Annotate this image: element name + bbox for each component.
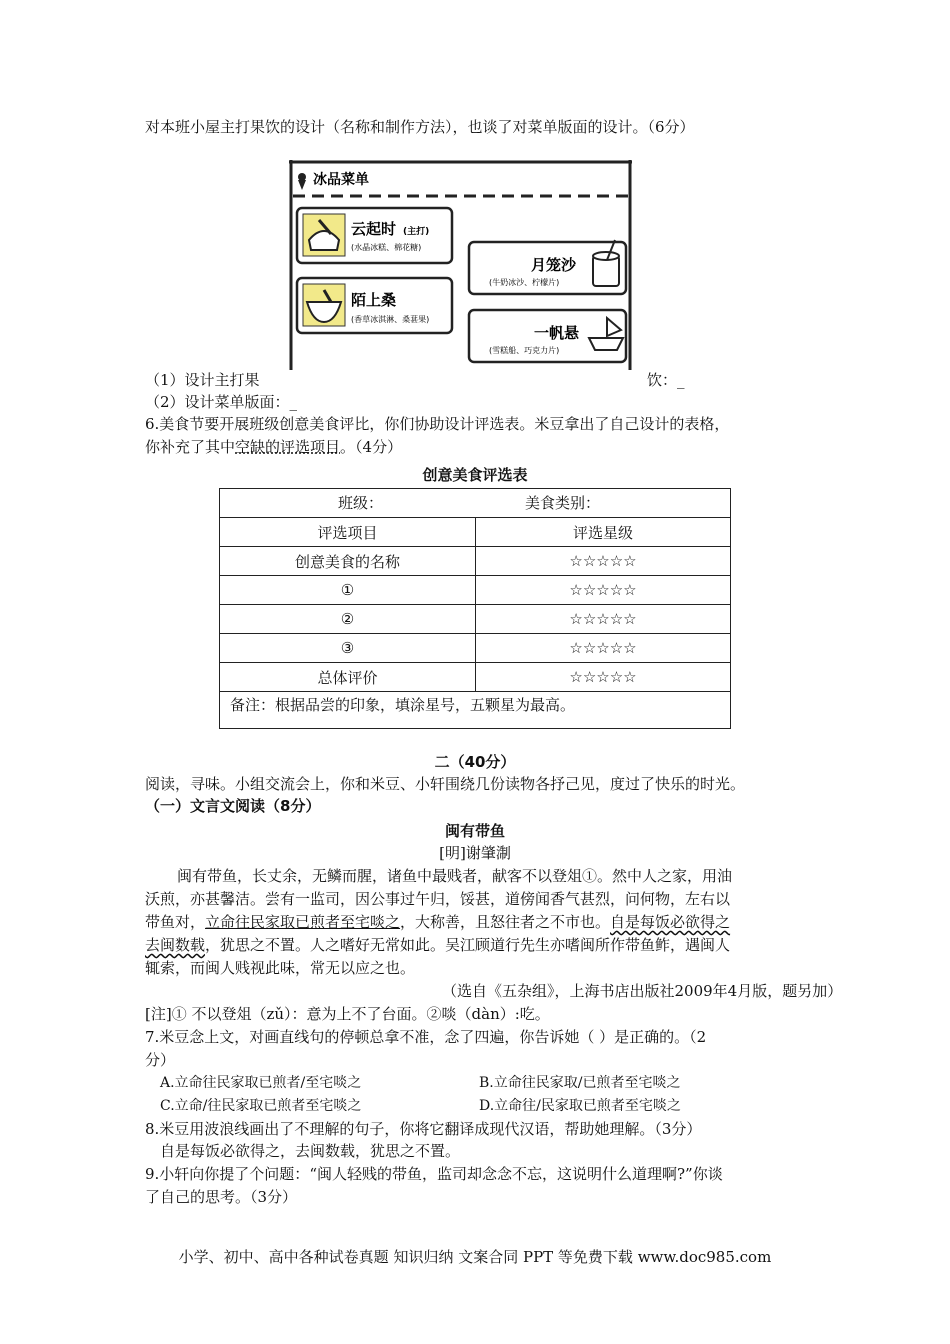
q6-line2: 你补充了其中空缺的评选项目。（4分） bbox=[145, 438, 403, 456]
class-label: 班级： bbox=[338, 494, 384, 512]
menu-item-4-name: 一帆悬 bbox=[534, 324, 580, 342]
col-header-stars: 评选星级 bbox=[476, 518, 731, 547]
menu-item-1-desc: (水晶冰糕、棉花糖) bbox=[351, 243, 422, 252]
menu-item-2-name: 陌上桑 bbox=[351, 291, 397, 309]
wavy-sentence-part1: 自是每饭必欲得之 bbox=[610, 913, 731, 931]
table-row bbox=[220, 634, 731, 663]
q7-line2: 分） bbox=[145, 1051, 176, 1069]
q5-sub1-left: （1）设计主打果 bbox=[145, 371, 260, 389]
table-title: 创意美食评选表 bbox=[422, 466, 528, 484]
menu-figure bbox=[289, 160, 632, 370]
passage-line-4: 去闽数载，犹思之不置。人之嗜好无常如此。吴江顾道行先生亦嗜闽所作带鱼鲊，遇闽人 bbox=[145, 936, 731, 954]
table-row bbox=[220, 605, 731, 634]
menu-item-1-name: 云起时 bbox=[351, 220, 397, 238]
menu-item-3-name: 月笼沙 bbox=[531, 256, 577, 274]
q9-line2: 了自己的思考。（3分） bbox=[145, 1188, 298, 1206]
row-stars: ☆☆☆☆☆ bbox=[476, 547, 731, 576]
q7-option-b: B.立命往民家取/已煎者至宅啖之 bbox=[479, 1075, 681, 1091]
section2-subheading: （一）文言文阅读（8分） bbox=[145, 797, 321, 815]
row-item: ③ bbox=[220, 634, 476, 663]
page-footer: 小学、初中、高中各种试卷真题 知识归纳 文案合同 PPT 等免费下载 www.doc985.com bbox=[178, 1248, 772, 1266]
q5-sub2: （2）设计菜单版面：_ bbox=[145, 393, 298, 411]
section2-intro: 阅读，寻味。小组交流会上，你和米豆、小轩围绕几份读物各抒己见，度过了快乐的时光。 bbox=[145, 775, 746, 793]
intro-line: 对本班小屋主打果饮的设计（名称和制作方法），也谈了对菜单版面的设计。（6分） bbox=[145, 118, 695, 136]
passage-line-5: 辄索，而闽人贱视此味，常无以应之也。 bbox=[145, 959, 416, 977]
q7-option-d: D.立命往/民家取已煎者至宅啖之 bbox=[479, 1098, 681, 1114]
col-header-item: 评选项目 bbox=[220, 518, 476, 547]
table-header-row bbox=[220, 489, 731, 518]
table-note: 备注：根据品尝的印象，填涂星号，五颗星为最高。 bbox=[220, 692, 731, 729]
row-item: 总体评价 bbox=[220, 663, 476, 692]
q8-line2: 自是每饭必欲得之，去闽数载，犹思之不置。 bbox=[160, 1142, 461, 1160]
passage-title: 闽有带鱼 bbox=[444, 822, 505, 840]
menu-title: 冰品菜单 bbox=[313, 172, 369, 188]
underlined-sentence: 立命往民家取已煎者至宅啖之 bbox=[205, 913, 401, 931]
menu-item-2-desc: (香草冰淇淋、桑葚果) bbox=[351, 315, 430, 324]
passage-line-3: 带鱼对，立命往民家取已煎者至宅啖之，大称善，且怒往者之不市也。自是每饭必欲得之 bbox=[145, 913, 731, 931]
q5-sub1-right: 饮：_ bbox=[647, 371, 685, 389]
row-stars: ☆☆☆☆☆ bbox=[476, 634, 731, 663]
passage-notes: [注]① 不以登俎（zǔ）：意为上不了台面。②啖（dàn）:吃。 bbox=[145, 1005, 550, 1023]
q7-option-c: C.立命/往民家取已煎者至宅啖之 bbox=[160, 1098, 362, 1114]
row-item: ② bbox=[220, 605, 476, 634]
wavy-sentence-part2: 去闽数载 bbox=[145, 936, 206, 954]
passage-source: （选自《五杂组》，上海书店出版社2009年4月版，题另加） bbox=[442, 982, 843, 1000]
row-stars: ☆☆☆☆☆ bbox=[476, 576, 731, 605]
menu-item-4-desc: (雪糕船、巧克力片) bbox=[489, 346, 560, 355]
q6-emphasis: 空缺的评选项目 bbox=[235, 438, 341, 456]
table-row bbox=[220, 547, 731, 576]
row-item: 创意美食的名称 bbox=[220, 547, 476, 576]
q6-line1: 6.美食节要开展班级创意美食评比，你们协助设计评选表。米豆拿出了自己设计的表格， bbox=[145, 415, 730, 433]
row-stars: ☆☆☆☆☆ bbox=[476, 605, 731, 634]
row-stars: ☆☆☆☆☆ bbox=[476, 663, 731, 692]
q9-line1: 9.小轩向你提了个问题：“闽人轻贱的带鱼，监司却念念不忘，这说明什么道理啊?”你谈 bbox=[145, 1165, 723, 1183]
q7-line1: 7.米豆念上文，对画直线句的停顿总拿不准，念了四遍，你告诉她（ ）是正确的。（2 bbox=[145, 1028, 707, 1046]
q8-line1: 8.米豆用波浪线画出了不理解的句子，你将它翻译成现代汉语，帮助她理解。（3分） bbox=[145, 1120, 702, 1138]
table-row bbox=[220, 576, 731, 605]
menu-item-1-tag: (主打) bbox=[403, 227, 430, 237]
section2-heading: 二（40分） bbox=[434, 753, 516, 771]
q7-option-a: A.立命往民家取已煎者/至宅啖之 bbox=[160, 1075, 362, 1091]
passage-author: [明]谢肇淛 bbox=[439, 844, 511, 862]
passage-line-1: 闽有带鱼，长丈余，无鳞而腥，诸鱼中最贱者，献客不以登俎①。然中人之家，用油 bbox=[177, 867, 733, 885]
category-label: 美食类别： bbox=[525, 494, 601, 512]
menu-item-3-desc: (牛奶冰沙、柠檬片) bbox=[489, 278, 560, 287]
row-item: ① bbox=[220, 576, 476, 605]
rating-table bbox=[219, 488, 731, 729]
passage-line-2: 沃煎，亦甚馨洁。尝有一监司，因公事过午归，馁甚，道傍闻香气甚烈，问何物，左右以 bbox=[145, 890, 731, 908]
table-row bbox=[220, 663, 731, 692]
